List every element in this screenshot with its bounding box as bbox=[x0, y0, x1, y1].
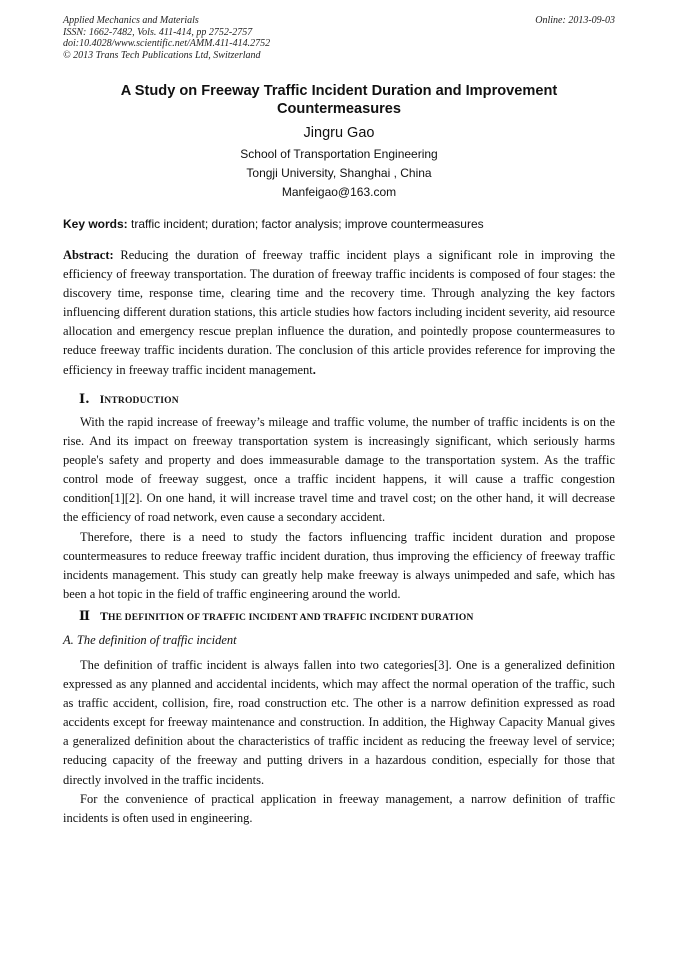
abstract-label: Abstract: bbox=[63, 248, 114, 262]
copyright-line: © 2013 Trans Tech Publications Ltd, Switzerland bbox=[63, 49, 261, 61]
affiliation-university: Tongji University, Shanghai , China bbox=[246, 166, 432, 180]
introduction-body bbox=[63, 413, 615, 604]
title-line-2: Countermeasures bbox=[276, 101, 402, 117]
affiliation-school: School of Transportation Engineering bbox=[240, 147, 438, 161]
journal-header bbox=[63, 15, 615, 61]
paragraph: Therefore, there is a need to study the factors influencing traffic incident duration and propose countermeasures to reduce freeway traffic incident duration, thus improving the efficiency of freeway traffic incidents management. This study can greatly help make freeway is always unimpeded and safe, which has been a hot topic in the field of traffic engineering around the world. bbox=[63, 529, 615, 601]
section-title-rest: NTRODUCTION bbox=[104, 396, 179, 406]
author-email: Manfeigao@163.com bbox=[281, 185, 397, 199]
doi-line: doi:10.4028/www.scientific.net/AMM.411-414.2752 bbox=[63, 38, 271, 49]
section-heading-introduction bbox=[79, 392, 179, 407]
section-number: Ⅱ bbox=[79, 609, 90, 624]
section-number: Ⅰ. bbox=[79, 392, 90, 407]
paper-title bbox=[63, 82, 615, 118]
paragraph: The definition of traffic incident is always fallen into two categories[3]. One is a generalized definition expressed as any planned and accidental incidents, which may affect the normal operation of the traffic, such as traffic accident, collision, fire, road construction etc. The other is a narrow definition expressed as road accidents except for freeway maintenance and construction. In addition, the Highway Capacity Manual gives a generalized definition about the characteristics of traffic incident as reducing the freeway level of service; reducing capacity of the freeway and putting drivers in a hazardous condition, especially for those that directly involved in the traffic incidents. bbox=[63, 658, 615, 787]
keywords-text: traffic incident; duration; factor analysis; improve countermeasures bbox=[131, 217, 484, 231]
definition-body bbox=[63, 656, 615, 828]
abstract bbox=[63, 246, 615, 380]
keywords bbox=[63, 216, 615, 232]
paragraph: With the rapid increase of freeway’s mileage and traffic volume, the number of traffic incidents is on the rise. And its impact on freeway transportation system is increasingly significant, which seriously harms people's safety and property and does immeasurable damage to the transportation system. As the traffic control mode of freeway suggest, once a traffic incident happens, it will cause a traffic congestion condition[1][2]. On one hand, it will increase travel time and travel cost; on the other hand, it will decrease the efficiency of road network, even cause a secondary accident. bbox=[63, 415, 615, 525]
title-line-1: A Study on Freeway Traffic Incident Duration and Improvement bbox=[120, 83, 558, 99]
section-title-initial: I bbox=[99, 392, 105, 406]
issn-line: ISSN: 1662-7482, Vols. 411-414, pp 2752-2757 bbox=[63, 26, 253, 38]
author-name: Jingru Gao bbox=[303, 125, 375, 141]
abstract-text: Reducing the duration of freeway traffic incident plays a significant role in improving the efficiency of freeway transportation. The duration of freeway traffic incidents is composed of four stages: the discovery time, response time, clearing time and the recovery time. Through analyzing the key factors influencing different duration stations, this article studies how factors including incident severity, aid resource allocation and emergency rescue preplan influence the duration, and pointedly propose countermeasures to reduce freeway traffic incidents duration. The conclusion of this article provides reference for improving the efficiency in freeway traffic incident management bbox=[63, 248, 615, 377]
online-date: Online: 2013-09-03 bbox=[535, 15, 615, 26]
section-title-rest: HE DEFINITION OF TRAFFIC INCIDENT AND TRAFFIC INCIDENT DURATION bbox=[107, 613, 474, 623]
abstract-end: . bbox=[312, 362, 316, 377]
keywords-label: Key words: bbox=[63, 217, 128, 231]
subsection-heading: A. The definition of traffic incident bbox=[63, 633, 237, 647]
section-heading-definition bbox=[79, 609, 474, 624]
section-title-initial: T bbox=[99, 609, 108, 623]
journal-name: Applied Mechanics and Materials bbox=[63, 15, 199, 26]
affiliation bbox=[63, 145, 615, 202]
paragraph: For the convenience of practical application in freeway management, a narrow definition of traffic incidents is often used in engineering. bbox=[63, 791, 615, 825]
